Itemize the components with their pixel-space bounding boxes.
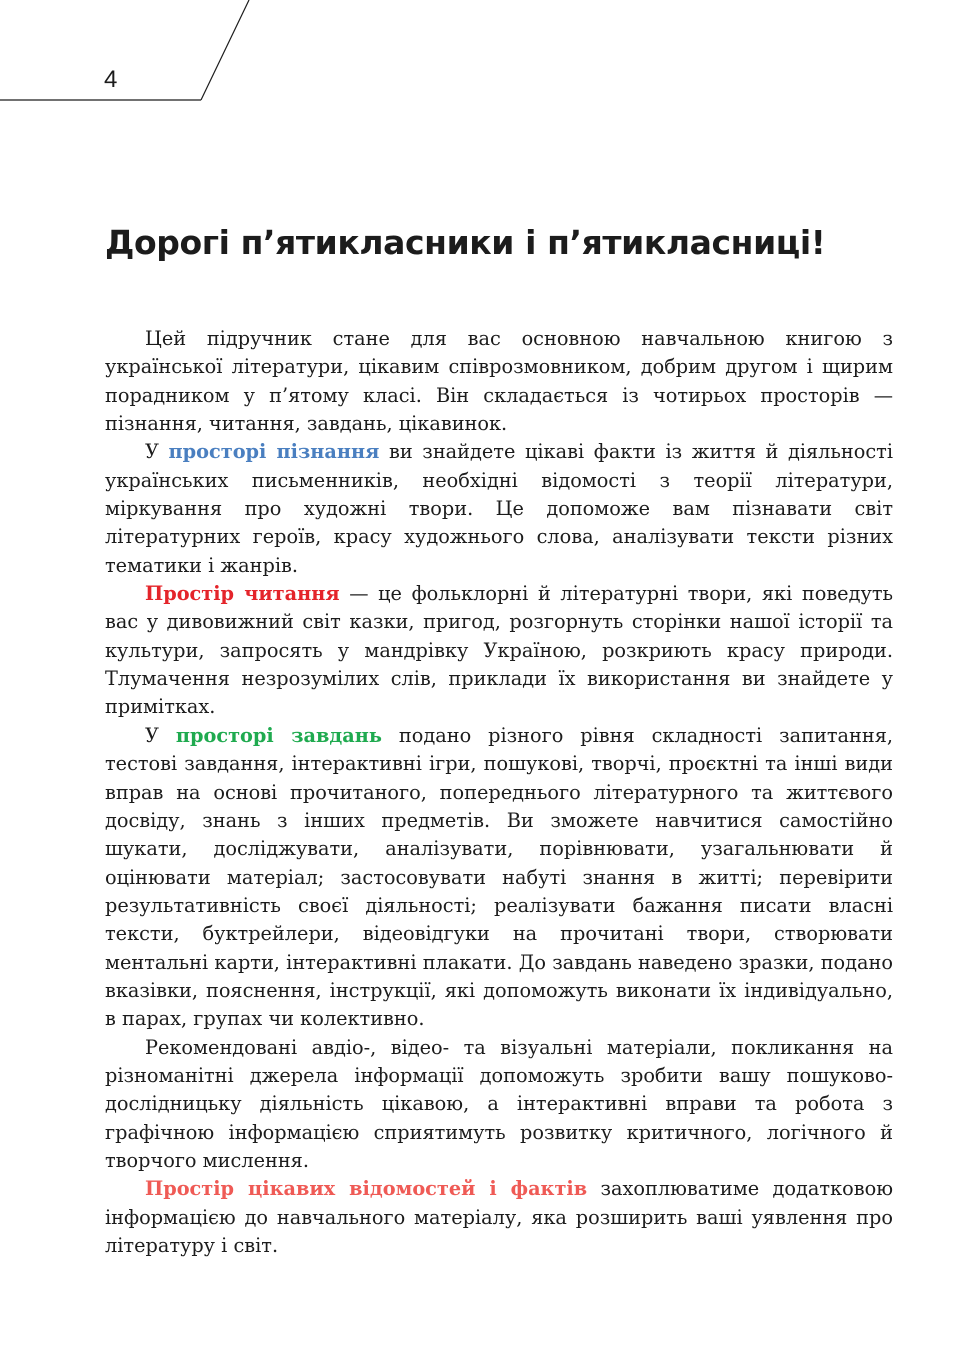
paragraph-knowledge-space [105, 438, 893, 580]
knowledge-space-highlight: просторі пізнання [168, 440, 380, 464]
paragraph-text: У [145, 440, 169, 464]
paragraph-intro [105, 325, 893, 438]
reading-space-highlight: Простір читання [145, 582, 340, 606]
paragraph-materials [105, 1034, 893, 1176]
paragraph-text: — це фольклорні й літературні твори, які поведуть вас у дивовижний світ казки, пригод, розгорнуть сторінки нашої історії та культури, запросять у мандрівку Україною, розкриють красу природи. Тлумачення незрозумілих слів, приклади їх використання ви знайдете у примітках. [105, 582, 893, 719]
facts-space-highlight: Простір цікавих відомостей і фактів [145, 1177, 588, 1201]
header-diagonal-line [201, 0, 249, 100]
paragraph-text: Рекомендовані авдіо-, відео- та візуальні матеріали, покликання на різноманітні джерела інформації допоможуть зробити вашу пошуково-дослідницьку діяльність цікавою, а інтерактивні вправи та робота з графічною інформацією сприятимуть розвитку критичного, логічного й творчого мислення. [105, 1035, 893, 1172]
paragraph-text: подано різного рівня складності запитання, тестові завдання, інтерактивні ігри, пошукові, творчі, проєктні та інші види вправ на основі прочитаного, попереднього літературного та життєвого досвіду, знань з інших предметів. Ви зможете навчитися самостійно шукати, досліджувати, аналізувати, порівнювати, узагальнювати й оцінювати матеріал; застосовувати набуті знання в житті; перевірити результативність своєї діяльності; реалізувати бажання писати власні тексти, буктрейлери, відеовідгуки на прочитані твори, створювати ментальні карти, інтерактивні плакати. До завдань наведено зразки, подано вказівки, пояснення, інструкції, які допоможуть виконати їх індивідуально, в парах, групах чи колективно. [105, 723, 893, 1031]
body-text [105, 325, 893, 1260]
paragraph-text: захоплюватиме додатковою інформацією до навчального матеріалу, яка розширить ваші уявлення про літературу і світ. [105, 1177, 893, 1257]
paragraph-text: У [145, 723, 176, 747]
paragraph-reading-space [105, 580, 893, 722]
page-number: 4 [104, 66, 118, 93]
page-title: Дорогі п’ятикласники і п’ятикласниці! [105, 223, 826, 262]
paragraph-text: Цей підручник стане для вас основною навчальною книгою з української літератури, цікавим співрозмовником, добрим другом і щирим порадником у п’ятому класі. Він складається із чотирьох просторів — пізнання, читання, завдань, цікавинок. [105, 327, 893, 436]
paragraph-text: ви знайдете цікаві факти із життя й діяльності українських письменників, необхідні відомості з теорії літератури, міркування про художні твори. Це допоможе вам пізнавати світ літературних героїв, красу художнього слова, аналізувати тексти різних тематики і жанрів. [105, 440, 893, 577]
page-corner-decoration [0, 0, 963, 110]
paragraph-facts-space [105, 1175, 893, 1260]
tasks-space-highlight: просторі завдань [175, 723, 382, 747]
paragraph-tasks-space [105, 722, 893, 1034]
